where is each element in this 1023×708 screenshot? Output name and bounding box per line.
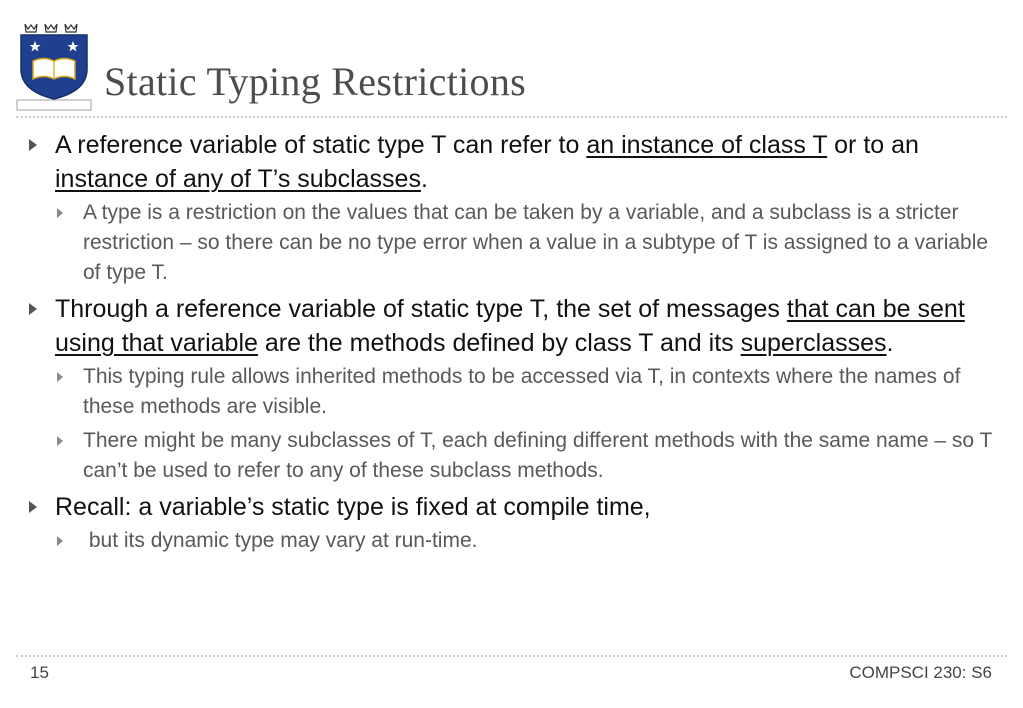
sub-bullet-text: A type is a restriction on the values that can be taken by a variable, and a subclass is a stricter restriction – so there can be no type error when a value in a subtype of T is assigned to a variable of type T. bbox=[83, 201, 994, 284]
bullet-text: A reference variable of static type T can refer to bbox=[55, 131, 587, 159]
bullet-arrow-icon bbox=[29, 139, 37, 151]
bullet-text: Through a reference variable of static type T, the set of messages bbox=[55, 295, 787, 323]
bullet-arrow-icon bbox=[29, 303, 37, 315]
sub-bullet-arrow-icon bbox=[57, 208, 63, 218]
underlined-text: an instance of class T bbox=[586, 131, 828, 159]
sub-bullet-text: There might be many subclasses of T, each defining different methods with the same name – so T can’t be used to refer to any of these subclass methods. bbox=[83, 429, 998, 482]
bullet-text: are the methods defined by class T and its bbox=[257, 329, 741, 357]
title-divider bbox=[16, 116, 1007, 118]
underlined-text: superclasses bbox=[740, 329, 887, 357]
sub-bullet-arrow-icon bbox=[57, 372, 63, 382]
slide-title: Static Typing Restrictions bbox=[104, 59, 527, 104]
course-label: COMPSCI 230: S6 bbox=[849, 663, 992, 682]
bullet-text: . bbox=[420, 165, 428, 193]
sub-bullet-item bbox=[22, 426, 998, 486]
sub-bullet-arrow-icon bbox=[57, 436, 63, 446]
sub-bullet-item bbox=[22, 526, 992, 556]
footer-divider bbox=[16, 655, 1007, 657]
slide-content bbox=[22, 128, 998, 560]
sub-bullet-arrow-icon bbox=[57, 536, 63, 546]
underlined-text: instance of any of T’s subclasses bbox=[55, 165, 421, 193]
bullet-item bbox=[22, 292, 992, 360]
sub-bullet-item bbox=[22, 198, 992, 288]
bullet-text: Recall: a variable’s static type is fixed at compile time, bbox=[55, 493, 651, 521]
page-number: 15 bbox=[30, 663, 49, 682]
crest-icon bbox=[15, 21, 93, 111]
underlined-text: that can be sent using that variable bbox=[55, 295, 965, 357]
bullet-arrow-icon bbox=[29, 501, 37, 513]
sub-bullet-item bbox=[22, 362, 992, 422]
university-logo bbox=[15, 21, 93, 111]
sub-bullet-text: This typing rule allows inherited methods to be accessed via T, in contexts where the names of these methods are visible. bbox=[83, 365, 967, 418]
bullet-text: . bbox=[886, 329, 894, 357]
bullet-item bbox=[22, 128, 992, 196]
sub-bullet-text: but its dynamic type may vary at run-time. bbox=[83, 529, 478, 552]
bullet-text: or to an bbox=[827, 131, 919, 159]
bullet-item bbox=[22, 490, 992, 524]
